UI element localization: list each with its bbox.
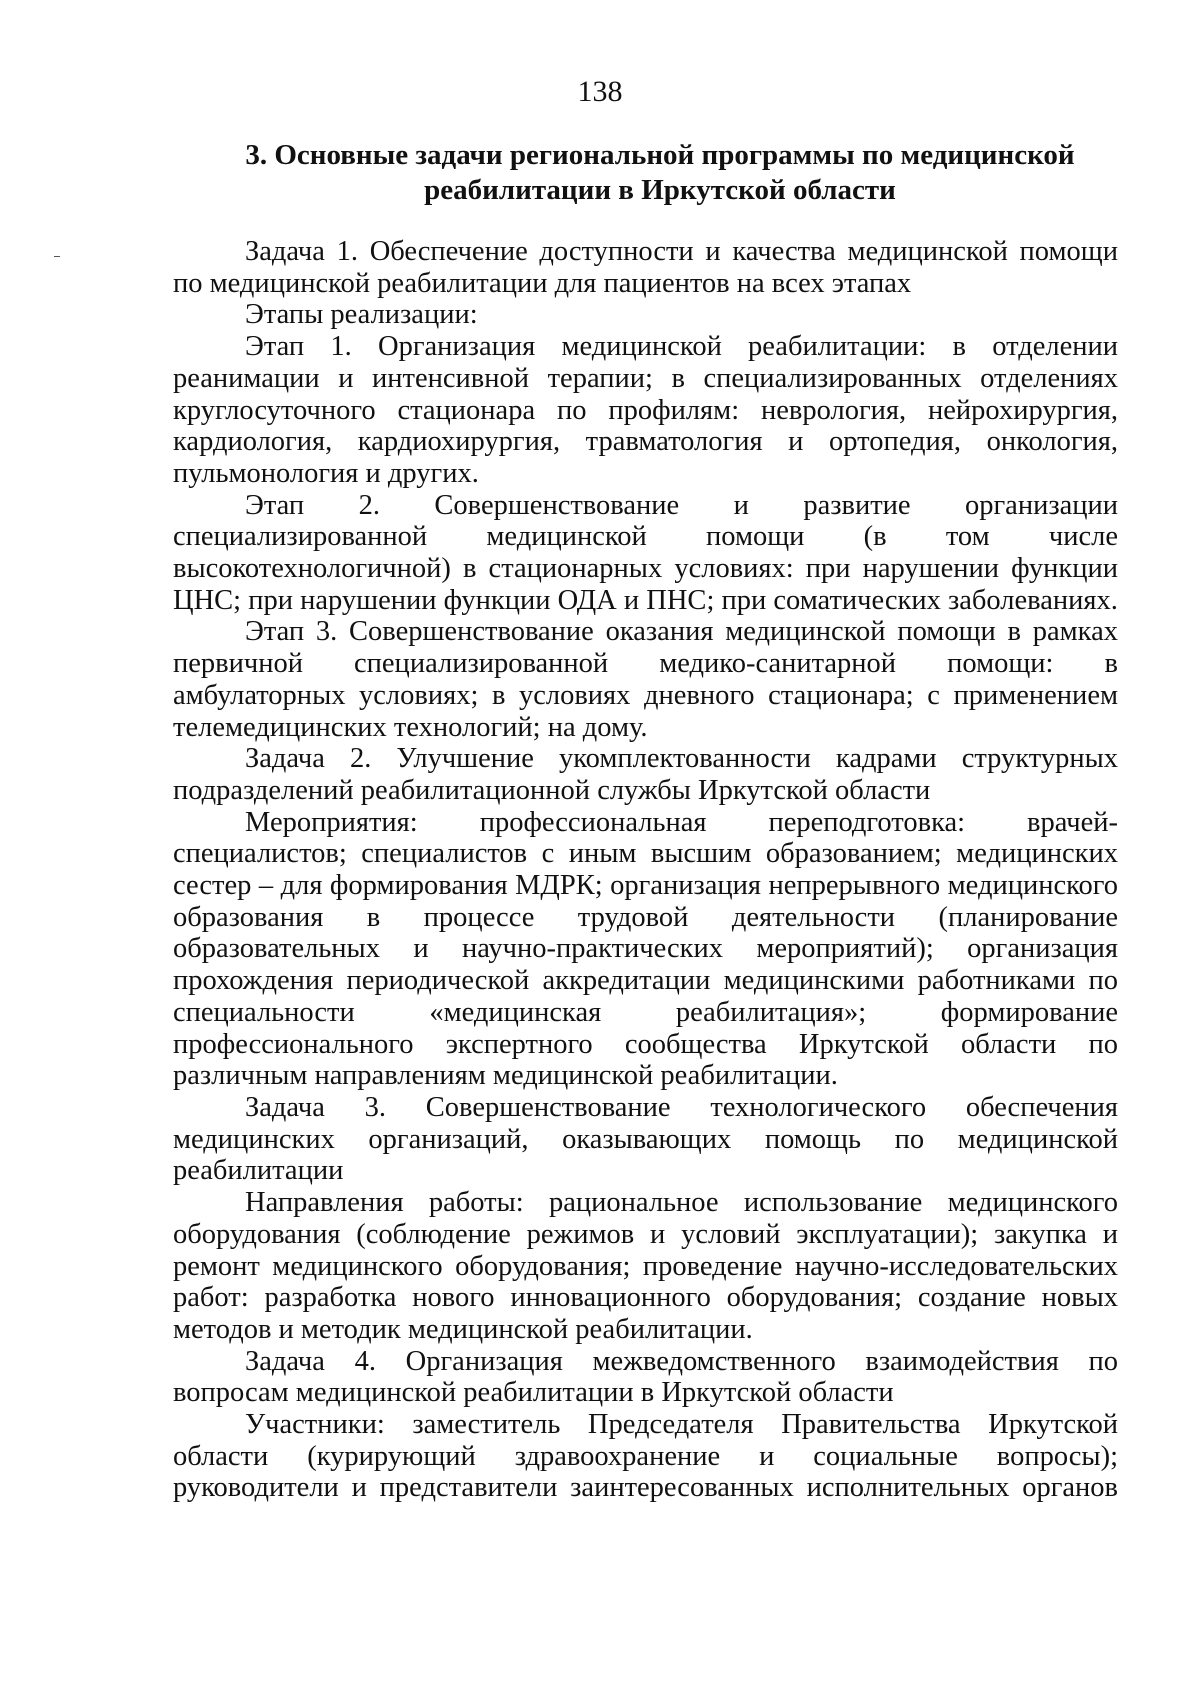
task-4-paragraph: Задача 4. Организация межведомственного взаимодействия по вопросам медицинской реабилитации в Иркутской области xyxy=(173,1345,1118,1409)
stage-2-paragraph: Этап 2. Совершенствование и развитие организации специализированной медицинской помощи (в том числе высокотехнологичной) в стационарных условиях: при нарушении функции ЦНС; при нарушении функции ОДА и ПНС; при соматических заболеваниях. xyxy=(173,489,1118,616)
stage-3-paragraph: Этап 3. Совершенствование оказания медицинской помощи в рамках первичной специализированной медико-санитарной помощи: в амбулаторных условиях; в условиях дневного стационара; с применением телемедицинских технологий; на дому. xyxy=(173,616,1118,743)
work-directions-paragraph: Направления работы: рациональное использование медицинского оборудования (соблюдение режимов и условий эксплуатации); закупка и ремонт медицинского оборудования; проведение научно-исследовательских работ: разработка нового инновационного оборудования; создание новых методов и методик медицинской реабилитации. xyxy=(173,1187,1118,1345)
task-2-paragraph: Задача 2. Улучшение укомплектованности кадрами структурных подразделений реабилитационной службы Иркутской области xyxy=(173,743,1118,806)
document-body xyxy=(173,236,1118,1504)
section-title xyxy=(230,138,1090,208)
section-title-line-2: реабилитации в Иркутской области xyxy=(424,174,896,206)
stage-1-paragraph: Этап 1. Организация медицинской реабилитации: в отделении реанимации и интенсивной терапии; в специализированных отделениях круглосуточного стационара по профилям: неврология, нейрохирургия, кардиология, кардиохирургия, травматология и ортопедия, онкология, пульмонология и других. xyxy=(173,331,1118,489)
implementation-stages-heading: Этапы реализации: xyxy=(245,299,478,331)
task-1-paragraph: Задача 1. Обеспечение доступности и качества медицинской помощи по медицинской реабилитации для пациентов на всех этапах xyxy=(173,236,1118,299)
scan-artifact xyxy=(54,256,60,257)
task-3-paragraph: Задача 3. Совершенствование технологического обеспечения медицинских организаций, оказывающих помощь по медицинской реабилитации xyxy=(173,1091,1118,1187)
activities-paragraph: Мероприятия: профессиональная переподготовка: врачей-специалистов; специалистов с иным высшим образованием; медицинских сестер – для формирования МДРК; организация непрерывного медицинского образования в процессе трудовой деятельности (планирование образовательных и научно-практических мероприятий); организация прохождения периодической аккредитации медицинскими работниками по специальности «медицинская реабилитация»; формирование профессионального экспертного сообщества Иркутской области по различным направлениям медицинской реабилитации. xyxy=(173,806,1118,1092)
participants-paragraph: Участники: заместитель Председателя Правительства Иркутской области (курирующий здравоохранение и социальные вопросы); руководители и представители заинтересованных исполнительных органов xyxy=(173,1409,1118,1504)
section-title-line-1: 3. Основные задачи региональной программы по медицинской xyxy=(245,139,1075,171)
page-number: 138 xyxy=(577,75,623,108)
